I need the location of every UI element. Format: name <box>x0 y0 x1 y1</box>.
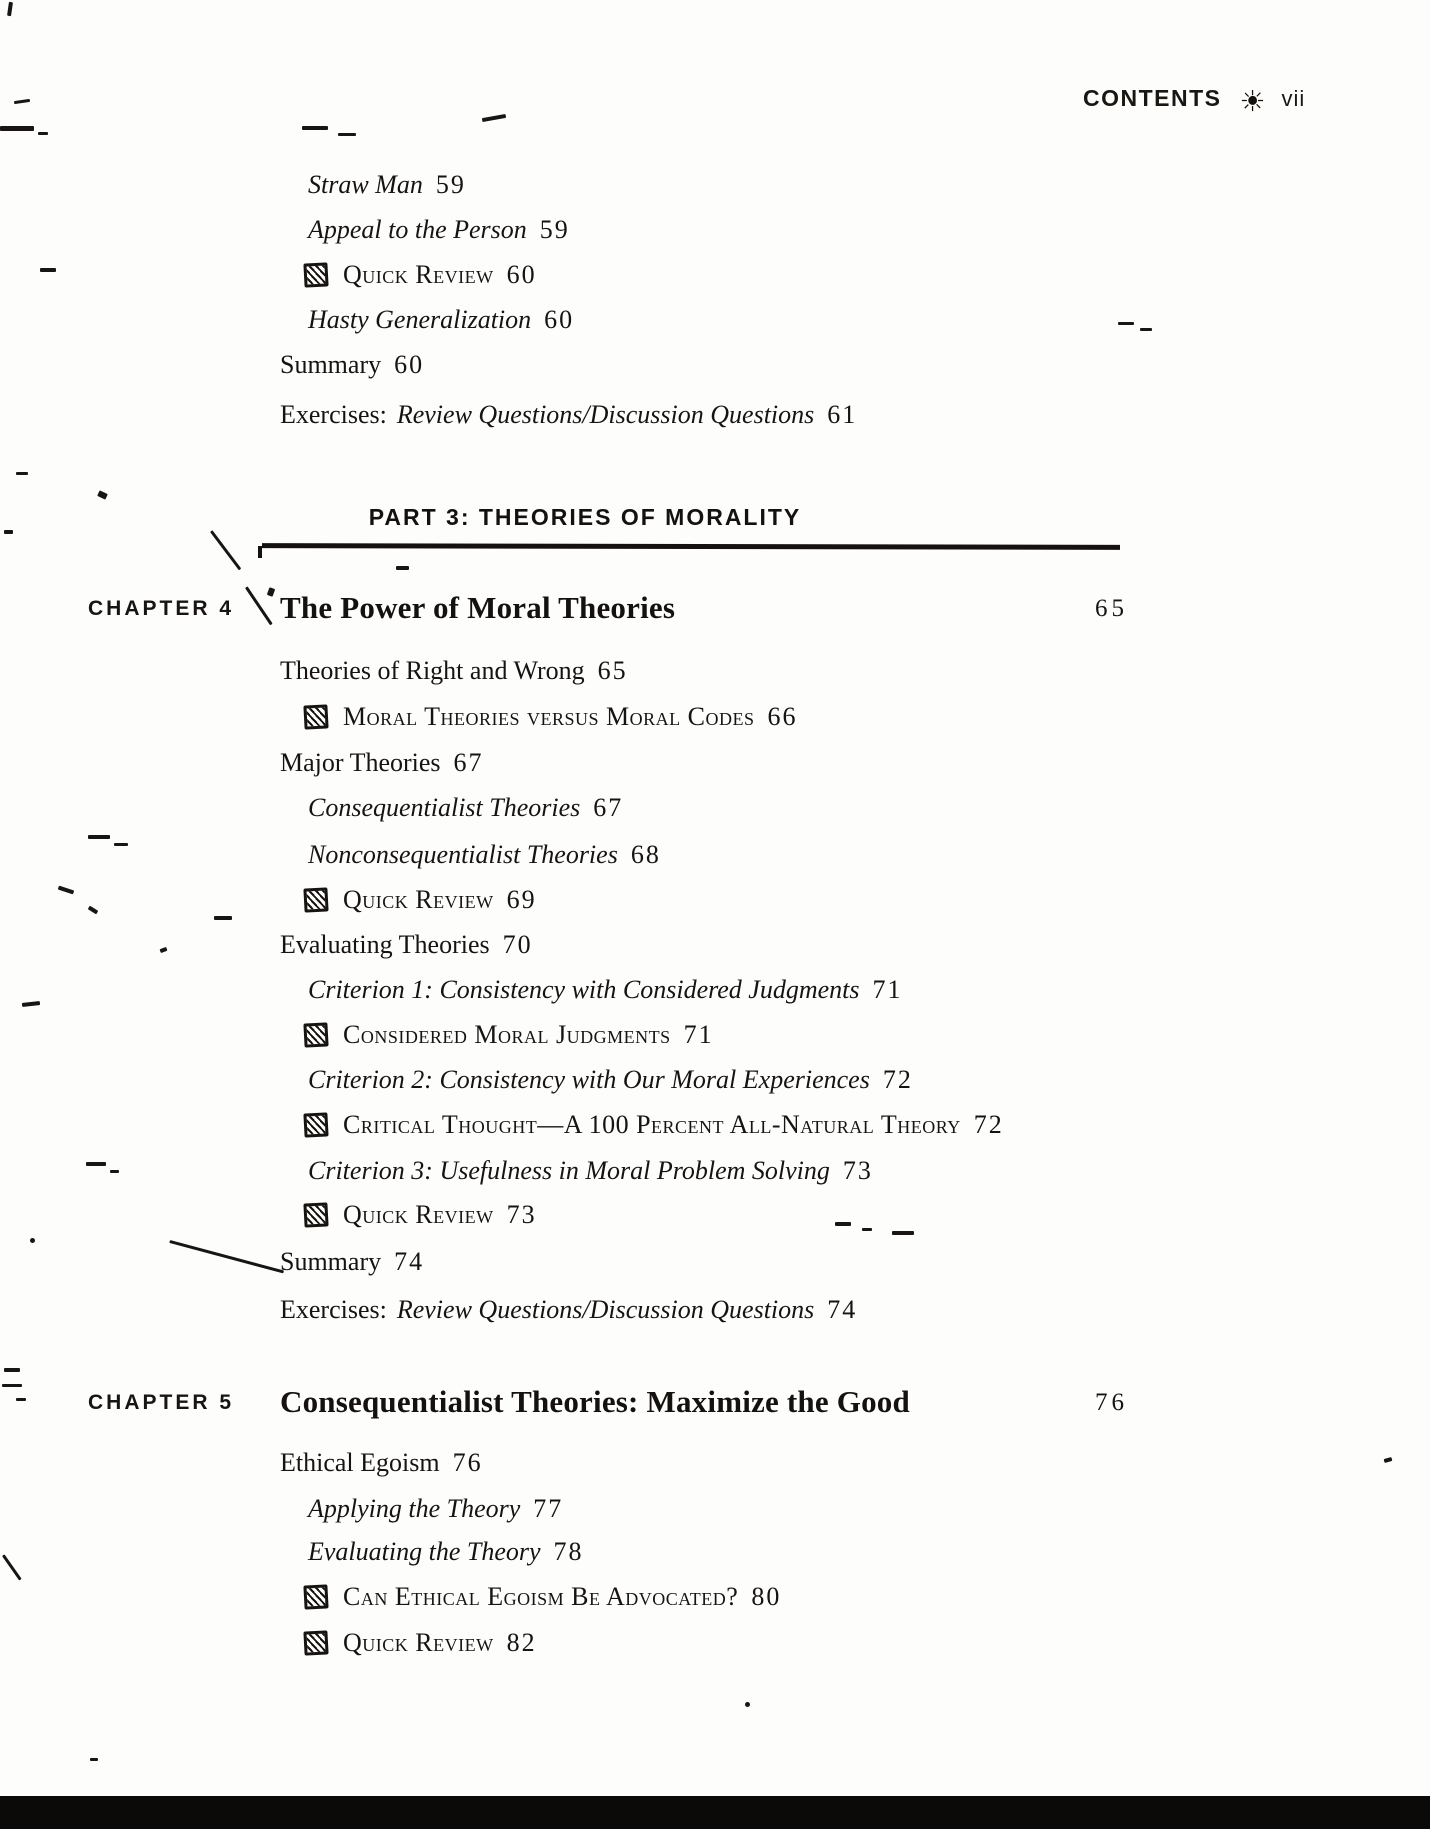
entry-page: 60 <box>394 350 425 379</box>
entry-page: 70 <box>502 930 533 959</box>
entry-page: 68 <box>630 840 661 869</box>
toc-entry <box>308 975 903 1005</box>
toc-entry <box>308 793 623 823</box>
scan-artifact <box>97 490 108 499</box>
scan-artifact <box>88 835 110 839</box>
scan-artifact <box>16 472 28 475</box>
scan-artifact <box>90 1758 98 1761</box>
feature-box-icon <box>303 1584 328 1609</box>
toc-entry <box>304 1582 781 1612</box>
part-heading-rule-tick <box>258 546 262 558</box>
entry-title: Theories of Right and Wrong <box>280 656 585 685</box>
entry-page: 66 <box>767 702 798 731</box>
toc-entry <box>280 656 628 686</box>
entry-title: Quick Review <box>343 1628 494 1657</box>
entry-title: Ethical Egoism <box>280 1448 440 1477</box>
scan-artifact <box>58 886 74 895</box>
chapter-page: 76 <box>1095 1389 1128 1416</box>
chapter-title: The Power of Moral Theories <box>280 590 676 625</box>
entry-title: Appeal to the Person <box>308 215 527 244</box>
scan-artifact <box>214 916 232 920</box>
entry-title: Critical Thought—A 100 Percent All-Natural Theory <box>343 1110 961 1139</box>
scan-artifact <box>745 1702 750 1707</box>
page-folio: vii <box>1281 86 1306 111</box>
toc-entry <box>280 1295 857 1325</box>
scan-artifact <box>88 906 99 915</box>
entry-page: 82 <box>506 1628 537 1657</box>
toc-entry <box>308 215 570 245</box>
entry-page: 59 <box>539 215 570 244</box>
scan-artifact <box>482 114 506 122</box>
toc-entry <box>304 1628 537 1658</box>
scan-artifact <box>210 530 241 570</box>
scan-artifact <box>169 1240 284 1273</box>
entry-title: Major Theories <box>280 748 441 777</box>
part-heading: PART 3: THEORIES OF MORALITY <box>368 504 802 530</box>
scan-artifact <box>1384 1457 1393 1463</box>
toc-entry <box>308 840 661 870</box>
scan-artifact <box>892 1231 914 1235</box>
scan-artifact <box>160 947 168 953</box>
scan-artifact <box>835 1222 851 1226</box>
scan-artifact <box>0 126 34 131</box>
toc-entry <box>304 885 537 915</box>
entry-title: Evaluating Theories <box>280 930 490 959</box>
entry-page: 78 <box>553 1537 584 1566</box>
entry-prefix: Exercises: <box>280 1295 387 1324</box>
scan-artifact <box>302 126 328 130</box>
feature-box-icon <box>303 704 328 729</box>
sun-ornament-icon: ☀ <box>1239 84 1266 118</box>
toc-entry <box>280 350 424 380</box>
toc-entry <box>308 305 574 335</box>
scan-artifact <box>14 99 30 104</box>
entry-title: Quick Review <box>343 1200 494 1229</box>
entry-page: 80 <box>751 1582 782 1611</box>
toc-entry <box>308 1156 873 1186</box>
scan-black-bar <box>0 1796 1430 1829</box>
toc-entry <box>280 1247 424 1277</box>
entry-prefix: Exercises: <box>280 400 387 429</box>
feature-box-icon <box>303 1630 328 1655</box>
toc-entry <box>280 748 484 778</box>
scan-artifact <box>7 2 13 16</box>
scan-artifact <box>4 1368 20 1372</box>
entry-page: 60 <box>506 260 537 289</box>
entry-title: Quick Review <box>343 260 494 289</box>
entry-page: 69 <box>506 885 537 914</box>
entry-title: Summary <box>280 1247 382 1276</box>
toc-entry <box>304 1200 537 1230</box>
chapter-title: Consequentialist Theories: Maximize the Good <box>280 1384 910 1419</box>
scan-artifact <box>2 1554 22 1580</box>
entry-title: Can Ethical Egoism Be Advocated? <box>343 1582 739 1611</box>
entry-title: Criterion 1: Consistency with Considered Judgments <box>308 975 860 1004</box>
part-heading-rule <box>262 543 1120 550</box>
entry-page: 74 <box>394 1247 425 1276</box>
entry-page: 65 <box>597 656 628 685</box>
entry-page: 67 <box>593 793 624 822</box>
entry-page: 72 <box>882 1065 913 1094</box>
scan-artifact <box>22 1001 40 1007</box>
scan-artifact <box>86 1162 106 1166</box>
toc-entry <box>280 930 533 960</box>
entry-title: Applying the Theory <box>308 1494 521 1523</box>
entry-title: Nonconsequentialist Theories <box>308 840 618 869</box>
entry-page: 77 <box>533 1494 564 1523</box>
scan-artifact <box>338 133 356 136</box>
toc-entry <box>280 400 857 430</box>
entry-page: 71 <box>683 1020 714 1049</box>
entry-page: 71 <box>872 975 903 1004</box>
scan-artifact <box>396 566 409 570</box>
feature-box-icon <box>303 262 328 287</box>
scan-artifact <box>110 1170 119 1173</box>
chapter-label: CHAPTER 5 <box>88 1391 235 1414</box>
toc-entry <box>308 1537 584 1567</box>
scan-artifact <box>1118 322 1134 325</box>
entry-title: Hasty Generalization <box>308 305 532 334</box>
toc-entry <box>304 260 537 290</box>
scan-artifact <box>1140 328 1152 331</box>
entry-title: Consequentialist Theories <box>308 793 581 822</box>
running-head-title: CONTENTS <box>1083 85 1222 111</box>
chapter-heading <box>88 1384 1348 1424</box>
entry-page: 60 <box>544 305 575 334</box>
toc-entry <box>280 1448 483 1478</box>
chapter-page: 65 <box>1095 595 1128 622</box>
toc-entry <box>308 170 466 200</box>
toc-entry <box>308 1065 913 1095</box>
feature-box-icon <box>303 1112 328 1137</box>
feature-box-icon <box>303 1022 328 1047</box>
scan-artifact <box>2 1384 22 1387</box>
entry-title: Straw Man <box>308 170 423 199</box>
running-head <box>1083 84 1305 118</box>
entry-title: Review Questions/Discussion Questions <box>396 1295 815 1324</box>
entry-title: Quick Review <box>343 885 494 914</box>
toc-entry <box>304 1110 1004 1140</box>
entry-title: Review Questions/Discussion Questions <box>396 400 815 429</box>
entry-page: 73 <box>842 1156 873 1185</box>
entry-title: Criterion 3: Usefulness in Moral Problem Solving <box>308 1156 830 1185</box>
entry-page: 61 <box>827 400 858 429</box>
chapter-label: CHAPTER 4 <box>88 597 235 620</box>
toc-entry <box>308 1494 563 1524</box>
entry-title: Evaluating the Theory <box>308 1537 541 1566</box>
scan-artifact <box>40 268 56 272</box>
scan-artifact <box>114 843 128 846</box>
entry-title: Moral Theories versus Moral Codes <box>343 702 755 731</box>
entry-page: 72 <box>973 1110 1004 1139</box>
entry-title: Criterion 2: Consistency with Our Moral Experiences <box>308 1065 870 1094</box>
entry-page: 59 <box>435 170 466 199</box>
entry-page: 74 <box>827 1295 858 1324</box>
toc-entry <box>304 1020 714 1050</box>
feature-box-icon <box>303 1202 328 1227</box>
entry-page: 73 <box>506 1200 537 1229</box>
scan-artifact <box>30 1238 35 1243</box>
scan-artifact <box>862 1228 872 1231</box>
entry-title: Considered Moral Judgments <box>343 1020 671 1049</box>
entry-page: 67 <box>453 748 484 777</box>
toc-entry <box>304 702 798 732</box>
entry-page: 76 <box>452 1448 483 1477</box>
scan-artifact <box>4 530 13 534</box>
scan-artifact <box>16 1398 26 1401</box>
scan-artifact <box>38 132 48 135</box>
entry-title: Summary <box>280 350 382 379</box>
feature-box-icon <box>303 887 328 912</box>
chapter-heading <box>88 590 1348 630</box>
